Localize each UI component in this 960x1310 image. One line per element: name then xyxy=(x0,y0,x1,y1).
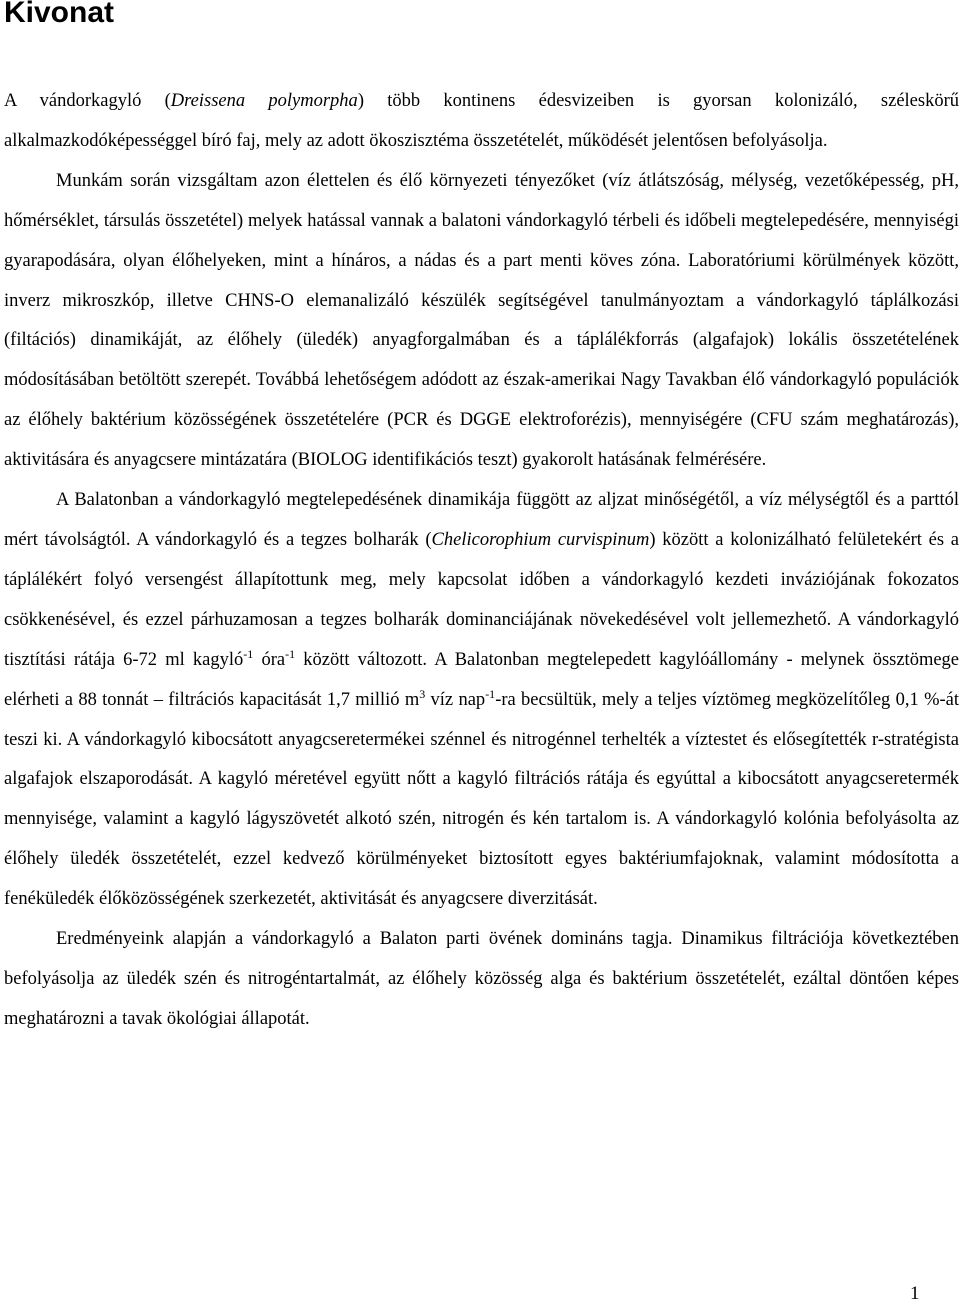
superscript-4: -1 xyxy=(485,686,496,701)
paragraph-4: Eredményeink alapján a vándorkagyló a Balaton parti övének domináns tagja. Dinamikus filtrációja következtében befolyásolja az üledék szén és nitrogéntartalmát, az élőhely közösség alga és baktérium összetételét, ezáltal döntően képes meghatározni a tavak ökológiai állapotát. xyxy=(4,929,959,1029)
p3-text-b: ) között a kolonizálható felületekért és a táplálékért folyó versengést állapítottunk meg, mely kapcsolat időben a vándorkagyló kezdeti inváziójának fokozatos csökkenésével, és ezzel párhuzamosan a tegzes bolharák dominanciájának növekedésével volt jellemezhető. A vándorkagyló tisztítási rátája 6-72 ml kagyló xyxy=(4,529,960,670)
species-name-chelicorophium: Chelicorophium curvispinum xyxy=(431,529,650,550)
superscript-3: 3 xyxy=(419,686,426,701)
p3-text-d: között változott. A Balatonban megtelepedett kagylóállomány - melynek össztömege elérheti a 88 tonnát – filtrációs kapacitását 1,7 millió m xyxy=(4,649,960,710)
p3-text-c: óra xyxy=(253,649,286,670)
superscript-2: -1 xyxy=(285,646,296,661)
paragraph-3 xyxy=(4,481,959,920)
paragraph-1 xyxy=(4,82,959,162)
superscript-1: -1 xyxy=(243,646,254,661)
p1-text-b: ) több kontinens édesvizeiben is gyorsan kolonizáló, széleskörű alkalmazkodóképességgel bíró faj, mely az adott ökoszisztéma összetételét, működését jelentősen befolyásolja. xyxy=(4,91,959,151)
page-number: 1 xyxy=(910,1283,920,1304)
p1-text-a: A vándorkagyló ( xyxy=(4,91,171,111)
p3-text-a: A Balatonban a vándorkagyló megtelepedésének dinamikája függött az aljzat minőségétől, a víz mélységtől és a parttól mért távolságtól. A vándorkagyló és a tegzes bolharák ( xyxy=(4,490,959,550)
p3-text-e: víz nap xyxy=(425,689,486,710)
paragraph-2: Munkám során vizsgáltam azon élettelen és élő környezeti tényezőket (víz átlátszóság, mélység, vezetőképesség, pH, hőmérséklet, társulás összetétel) melyek hatással vannak a balatoni vándorkagyló térbeli és időbeli megtelepedésére, mennyiségi gyarapodására, olyan élőhelyeken, mint a hínáros, a nádas és a part menti köves zóna. Laboratóriumi körülmények között, inverz mikroszkóp, illetve CHNS-O elemanalizáló készülék segítségével tanulmányoztam a vándorkagyló táplálkozási (filtációs) dinamikáját, az élőhely (üledék) anyagforgalmában és a táplálékforrás (algafajok) lokális összetételének módosításában betöltött szerepét. Továbbá lehetőségem adódott az észak-amerikai Nagy Tavakban élő vándorkagyló populációk az élőhely baktérium közösségének összetételére (PCR és DGGE elektroforézis), mennyiségére (CFU szám meghatározás), aktivitására és anyagcsere mintázatára (BIOLOG identifikációs teszt) gyakorolt hatásának felmérésére. xyxy=(4,170,959,471)
page-title: Kivonat xyxy=(4,0,115,29)
species-name-dreissena: Dreissena polymorpha xyxy=(170,91,358,111)
p3-text-f: -ra becsültük, mely a teljes víztömeg megközelítőleg 0,1 %-át teszi ki. A vándorkagyló kibocsátott anyagcseretermékei szénnel és nitrogénnel terhelték a víztestet és elősegítették r-stratégista algafajok elszaporodását. A kagyló méretével együtt nőtt a kagyló filtrációs rátája és egyúttal a kibocsátott anyagcseretermék mennyisége, valamint a kagyló lágyszövetét alkotó szén, nitrogén és kén tartalom is. A vándorkagyló kolónia befolyásolta az élőhely üledék összetételét, ezzel kedvező körülményeket biztosított egyes baktériumfajoknak, valamint módosította a fenéküledék élőközösségének szerkezetét, aktivitását és anyagcsere diverzitását. xyxy=(4,689,960,910)
abstract-body xyxy=(4,82,959,1040)
